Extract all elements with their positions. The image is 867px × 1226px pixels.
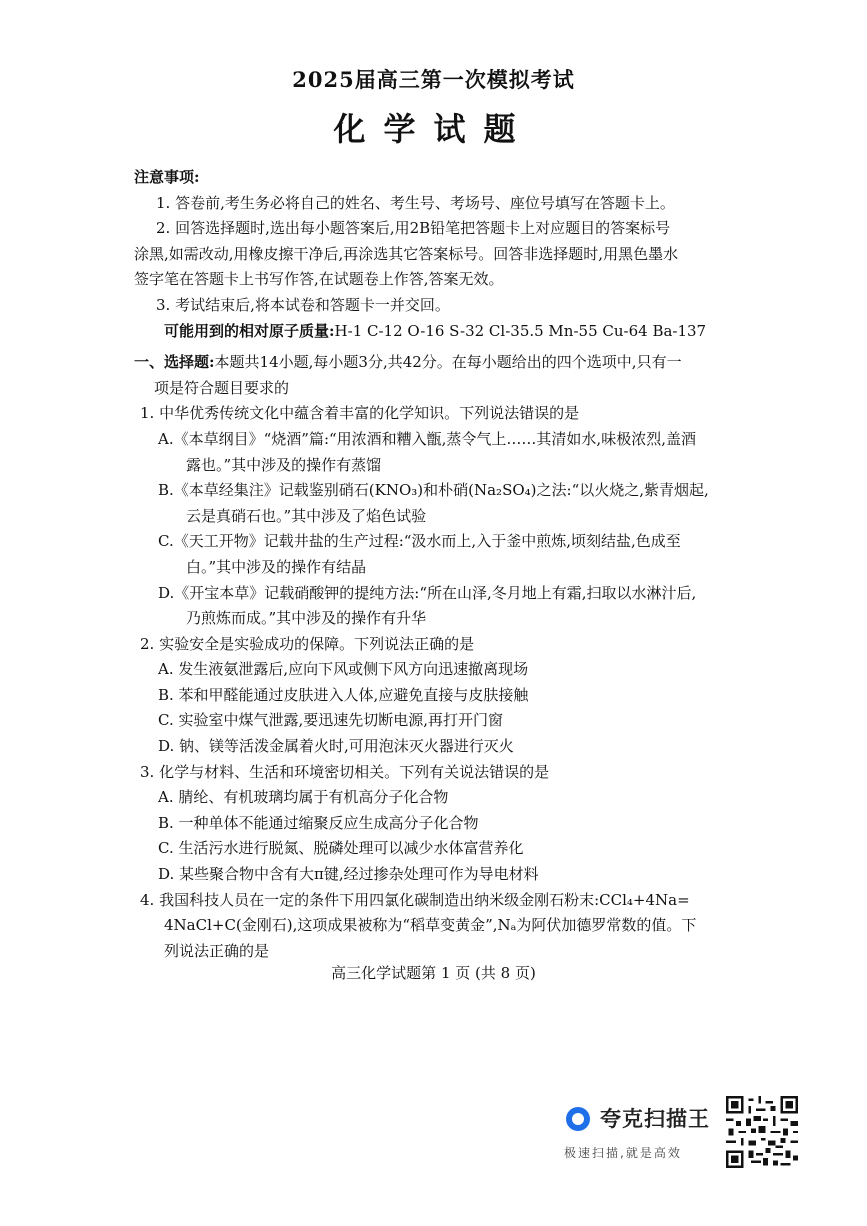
- question-1-option-b: B.《本草经集注》记载鉴别硝石(KNO₃)和朴硝(Na₂SO₄)之法:“以火烧之,紫青烟起,: [158, 481, 709, 500]
- notice-item-1: 1. 答卷前,考生务必将自己的姓名、考生号、考场号、座位号填写在答题卡上。: [156, 193, 675, 212]
- scanner-brand: 夸克扫描王: [600, 1107, 710, 1131]
- question-1-option-c-cont: 白。”其中涉及的操作有结晶: [186, 557, 367, 576]
- scanner-watermark: [566, 1100, 866, 1170]
- question-1-option-a-cont: 露也。”其中涉及的操作有蒸馏: [186, 455, 382, 474]
- scanner-logo-icon: [566, 1107, 590, 1131]
- question-1-option-c: C.《天工开物》记载井盐的生产过程:“汲水而上,入于釜中煎炼,顷刻结盐,色成至: [158, 532, 681, 551]
- atomic-masses-label: 可能用到的相对原子质量:: [164, 321, 335, 340]
- question-1-option-d-cont: 乃煎炼而成。”其中涉及的操作有升华: [186, 609, 427, 628]
- question-4-stem: 4. 我国科技人员在一定的条件下用四氯化碳制造出纳米级金刚石粉末:CCl₄+4Na=: [140, 890, 690, 909]
- notice-item-2-cont: 签字笔在答题卡上书写作答,在试题卷上作答,答案无效。: [134, 270, 504, 289]
- atomic-masses: [134, 319, 744, 345]
- notice-item-2: 2. 回答选择题时,选出每小题答案后,用2B铅笔把答题卡上对应题目的答案标号: [156, 219, 671, 238]
- notice-heading: 注意事项:: [134, 168, 200, 186]
- section-heading: [134, 350, 744, 376]
- atomic-masses-values: H-1 C-12 O-16 S-32 Cl-35.5 Mn-55 Cu-64 Ba-137: [334, 321, 707, 340]
- section-description-cont: 项是符合题目要求的: [154, 378, 290, 397]
- question-1-option-d: D.《开宝本草》记载硝酸钾的提纯方法:“所在山泽,冬月地上有霜,扫取以水淋汁后,: [158, 583, 697, 602]
- question-2-option-a: A. 发生液氨泄露后,应向下风或侧下风方向迅速撤离现场: [158, 660, 529, 679]
- notice-item-3: 3. 考试结束后,将本试卷和答题卡一并交回。: [156, 295, 450, 314]
- question-3-option-d: D. 某些聚合物中含有大π键,经过掺杂处理可作为导电材料: [158, 865, 539, 884]
- question-2-option-d: D. 钠、镁等活泼金属着火时,可用泡沫灭火器进行灭火: [158, 737, 514, 756]
- question-1-option-b-cont: 云是真硝石也。”其中涉及了焰色试验: [186, 506, 427, 525]
- question-1-option-a: A.《本草纲目》“烧酒”篇:“用浓酒和糟入甑,蒸令气上……其清如水,味极浓烈,盖酒: [158, 429, 696, 448]
- subject-title: 化学试题: [333, 110, 534, 148]
- scanner-slogan: 极速扫描,就是高效: [564, 1146, 682, 1160]
- question-3-option-a: A. 腈纶、有机玻璃均属于有机高分子化合物: [158, 788, 449, 807]
- question-3-option-c: C. 生活污水进行脱氮、脱磷处理可以减少水体富营养化: [158, 839, 524, 858]
- question-1-stem: 1. 中华优秀传统文化中蕴含着丰富的化学知识。下列说法错误的是: [140, 404, 580, 423]
- question-4-stem-cont: 列说法正确的是: [164, 941, 270, 960]
- question-4-stem-cont: 4NaCl+C(金刚石),这项成果被称为“稻草变黄金”,Nₐ为阿伏加德罗常数的值。下: [164, 916, 697, 935]
- question-2-option-c: C. 实验室中煤气泄露,要迅速先切断电源,再打开门窗: [158, 711, 504, 730]
- notice-item-2-cont: 涂黑,如需改动,用橡皮擦干净后,再涂选其它答案标号。回答非选择题时,用黑色墨水: [134, 244, 679, 263]
- qr-code-icon: [726, 1096, 798, 1168]
- section-description: 本题共14小题,每小题3分,共42分。在每小题给出的四个选项中,只有一: [214, 353, 682, 372]
- section-title: 一、选择题:: [134, 353, 215, 372]
- question-2-stem: 2. 实验安全是实验成功的保障。下列说法正确的是: [140, 634, 475, 653]
- exam-title: 2025届高三第一次模拟考试: [292, 67, 575, 92]
- page-footer: 高三化学试题第 1 页 (共 8 页): [331, 964, 536, 982]
- question-3-option-b: B. 一种单体不能通过缩聚反应生成高分子化合物: [158, 813, 479, 832]
- question-2-option-b: B. 苯和甲醛能通过皮肤进入人体,应避免直接与皮肤接触: [158, 685, 529, 704]
- question-3-stem: 3. 化学与材料、生活和环境密切相关。下列有关说法错误的是: [140, 762, 550, 781]
- exam-content: [134, 165, 744, 964]
